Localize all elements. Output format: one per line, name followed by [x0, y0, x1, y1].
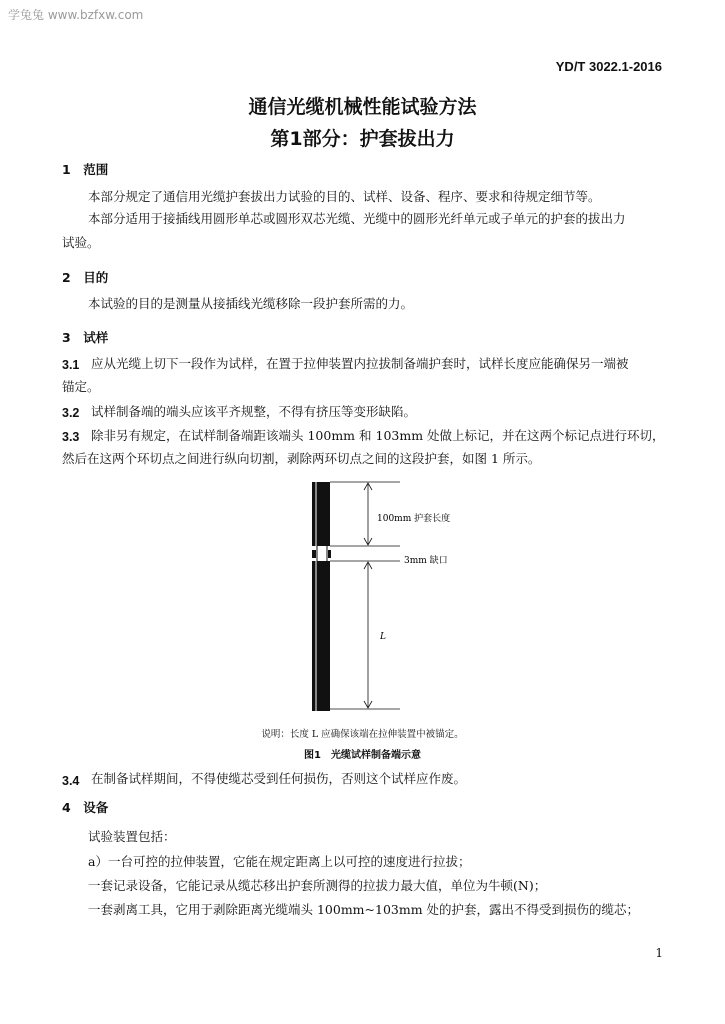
doc-number: YD/T 3022.1-2016 — [555, 59, 662, 74]
label-jacket-length: 100mm 护套长度 — [377, 514, 451, 524]
watermark: 学兔兔 www.bzfxw.com — [8, 8, 144, 22]
paragraph: 本试验的目的是测量从接插线光缆移除一段护套所需的力。 — [88, 296, 414, 311]
paragraph: 锚定。 — [62, 379, 100, 394]
paragraph: 试验。 — [62, 235, 100, 250]
figure-caption: 图1 光缆试样制备端示意 — [304, 750, 421, 761]
label-L: L — [380, 632, 386, 642]
figure-note: 说明：长度 L 应确保该端在拉伸装置中被锚定。 — [261, 729, 464, 740]
paragraph: 试验装置包括： — [88, 829, 176, 844]
section-heading-1: 1 范围 — [62, 162, 109, 177]
paragraph: 应从光缆上切下一段作为试样，在置于拉伸装置内拉拔制备端护套时，试样长度应能确保另一端被 — [91, 356, 629, 371]
list-item: 一套记录设备，它能记录从缆芯移出护套所测得的拉拔力最大值，单位为牛顿(N)； — [88, 878, 547, 893]
section-heading-4: 4 设备 — [62, 800, 109, 815]
clause-number: 3.4 — [62, 774, 80, 788]
paragraph: 除非另有规定，在试样制备端距该端头 100mm 和 103mm 处做上标记，并在这两个标记点进行环切， — [91, 428, 665, 443]
paragraph: 试样制备端的端头应该平齐规整，不得有挤压等变形缺陷。 — [91, 404, 417, 419]
label-gap: 3mm 缺口 — [404, 556, 448, 566]
jacket-bottom — [316, 561, 330, 711]
page-subtitle: 第1部分：护套拔出力 — [270, 128, 455, 150]
page-number: 1 — [655, 946, 663, 960]
clause-number: 3.2 — [62, 406, 80, 420]
page-title: 通信光缆机械性能试验方法 — [248, 96, 477, 118]
cable-sample-diagram — [300, 479, 480, 711]
clause-number: 3.3 — [62, 430, 80, 444]
jacket-outer-left-top — [312, 482, 316, 546]
paragraph: 然后在这两个环切点之间进行纵向切割，剥除两环切点之间的这段护套，如图 1 所示。 — [62, 451, 541, 466]
list-item: 一套剥离工具，它用于剥除距离光缆端头 100mm~103mm 处的护套，露出不得受到损伤的缆芯； — [88, 902, 640, 917]
paragraph: 本部分适用于接插线用圆形单芯或圆形双芯光缆、光缆中的圆形光纤单元或子单元的护套的拔出力 — [88, 211, 626, 226]
paragraph: 本部分规定了通信用光缆护套拔出力试验的目的、试样、设备、程序、要求和待规定细节等。 — [88, 189, 601, 204]
jacket-top — [316, 482, 330, 546]
section-heading-2: 2 目的 — [62, 270, 109, 285]
list-item: a）一台可控的拉伸装置，它能在规定距离上以可控的速度进行拉拔； — [88, 854, 471, 869]
section-heading-3: 3 试样 — [62, 330, 109, 345]
jacket-outer-left-bottom — [312, 561, 316, 711]
paragraph: 在制备试样期间，不得使缆芯受到任何损伤，否则这个试样应作废。 — [91, 771, 467, 786]
clause-number: 3.1 — [62, 358, 80, 372]
